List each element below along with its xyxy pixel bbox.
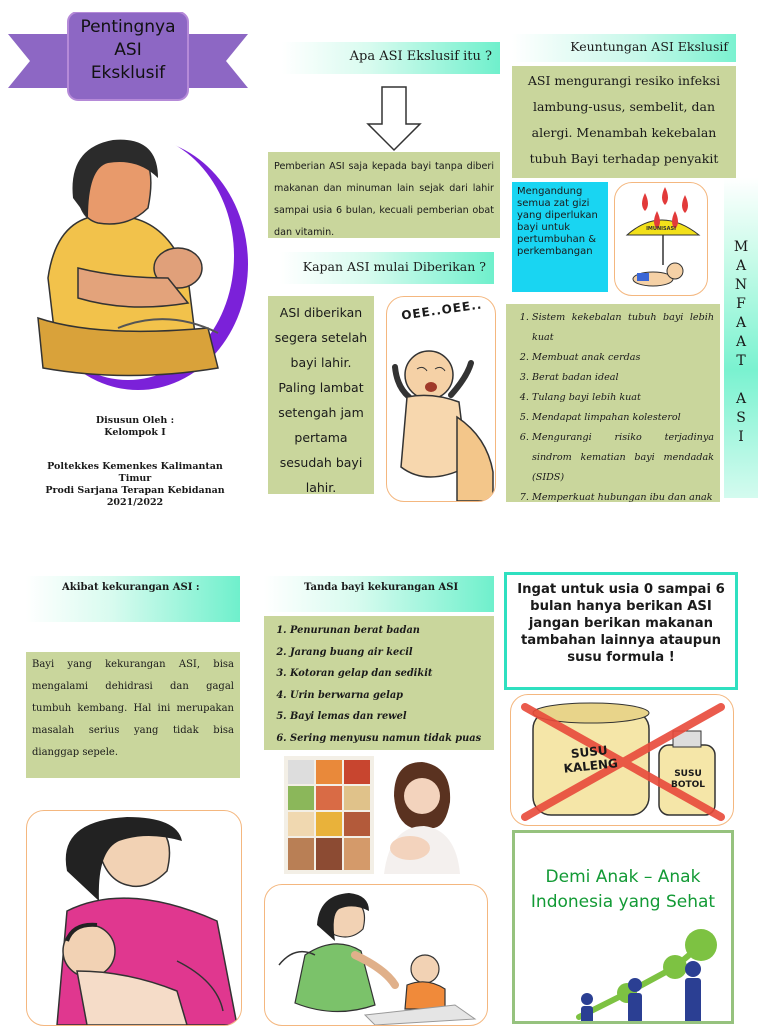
nutrients-text: Mengandung semua zat gizi yang diperlukan bayi untuk pertumbuhan & perkembangan	[517, 186, 598, 257]
formula-can-label: SUSU KALENG	[562, 743, 619, 776]
title-line-1: Pentingnya	[80, 17, 176, 37]
signs-list-box	[264, 616, 494, 750]
deficit-body-box	[26, 652, 240, 778]
signs-item: 6. Sering menyusu namun tidak puas	[290, 728, 490, 750]
benefit-body-box	[512, 66, 736, 178]
title-line-3: Eksklusif	[90, 63, 166, 83]
manfaat-list-box	[506, 304, 720, 502]
benefit-body: ASI mengurangi resiko infeksi lambung-usus, sembelit, dan alergi. Menambah kekebalan tubuh Bayi terhadap penyakit	[527, 73, 721, 166]
title-ribbon	[8, 12, 248, 104]
crying-baby-text: OEE..OEE..	[400, 297, 484, 323]
slogan-box	[512, 830, 734, 1024]
mother-baby-playing-illustration	[264, 884, 488, 1026]
what-body: Pemberian ASI saja kepada bayi tanpa diberi makanan dan minuman lain sejak dari lahir sampai usia 6 bulan, kecuali pemberian obat dan vitamin.	[274, 161, 494, 238]
credits-by: Disusun Oleh :	[95, 415, 175, 426]
signs-header: Tanda bayi kekurangan ASI	[264, 576, 494, 612]
manfaat-item: 5. Mendapat limpahan kolesterol	[532, 408, 714, 428]
nutrients-box	[512, 182, 608, 292]
manfaat-letter: A	[735, 258, 747, 274]
manfaat-item: 6. Mengurangi risiko terjadinya sindrom kematian bayi mendadak (SIDS)	[532, 428, 714, 488]
manfaat-letter: S	[736, 410, 746, 426]
manfaat-letter: M	[733, 239, 749, 255]
what-body-box	[268, 152, 500, 238]
manfaat-letter: A	[735, 391, 747, 407]
credits-institution: Poltekkes Kemenkes Kalimantan Timur	[47, 461, 223, 484]
what-header: Apa ASI Ekslusif itu ?	[282, 42, 500, 74]
signs-list	[264, 616, 494, 750]
title-line-2: ASI	[114, 40, 142, 60]
credits-group: Kelompok I	[104, 427, 166, 438]
manfaat-letter: I	[738, 429, 744, 445]
growth-people-graphic	[515, 833, 734, 1024]
immunization-illustration	[614, 182, 708, 296]
when-body-box	[268, 296, 374, 494]
reminder-box	[504, 572, 738, 690]
manfaat-item: 3. Berat badan ideal	[532, 368, 714, 388]
credits-program: Prodi Sarjana Terapan Kebidanan	[45, 485, 225, 496]
signs-item: 1. Penurunan berat badan	[290, 620, 490, 642]
manfaat-list	[506, 304, 720, 508]
manfaat-letter: N	[734, 277, 748, 293]
mother-nursing-illustration	[18, 128, 250, 392]
manfaat-item: 2. Membuat anak cerdas	[532, 348, 714, 368]
signs-item: 2. Jarang buang air kecil	[290, 642, 490, 664]
formula-bottle-label: SUSU BOTOL	[670, 769, 706, 790]
signs-item: 5. Bayi lemas dan rewel	[290, 706, 490, 728]
food-and-mother-photo	[284, 756, 460, 874]
manfaat-letter: F	[736, 296, 746, 312]
credits	[30, 415, 240, 509]
manfaat-item: 4. Tulang bayi lebih kuat	[532, 388, 714, 408]
manfaat-vertical-title-box	[724, 178, 758, 498]
benefit-header: Keuntungan ASI Ekslusif	[512, 34, 736, 62]
credits-year: 2021/2022	[106, 497, 164, 508]
deficit-header: Akibat kekurangan ASI :	[26, 576, 240, 622]
when-header: Kapan ASI mulai Diberikan ?	[280, 252, 494, 284]
reminder-text: Ingat untuk usia 0 sampai 6 bulan hanya berikan ASI jangan berikan makanan tambahan lainnya ataupun susu formula !	[517, 582, 725, 665]
signs-item: 3. Kotoran gelap dan sedikit	[290, 663, 490, 685]
mother-breastfeeding-illustration	[26, 810, 242, 1026]
manfaat-item: 7. Memperkuat hubungan ibu dan anak	[532, 488, 714, 508]
no-formula-illustration	[510, 694, 734, 826]
when-body: ASI diberikan segera setelah bayi lahir. Paling lambat setengah jam pertama sesudah bayi lahir.	[274, 305, 368, 495]
manfaat-letter: T	[736, 353, 746, 369]
umbrella-text: IMUNISASI	[646, 226, 676, 232]
manfaat-letter: A	[735, 315, 747, 331]
manfaat-item: 1. Sistem kekebalan tubuh bayi lebih kuat	[532, 308, 714, 348]
crying-baby-illustration	[386, 296, 496, 502]
signs-item: 4. Urin berwarna gelap	[290, 685, 490, 707]
slogan-text: Demi Anak – Anak Indonesia yang Sehat	[530, 867, 716, 912]
deficit-body: Bayi yang kekurangan ASI, bisa mengalami dehidrasi dan gagal tumbuh kembang. Hal ini merupakan masalah serius yang tidak bisa dianggap sepele.	[32, 659, 234, 758]
down-arrow-icon	[366, 86, 422, 152]
manfaat-letter: A	[735, 334, 747, 350]
